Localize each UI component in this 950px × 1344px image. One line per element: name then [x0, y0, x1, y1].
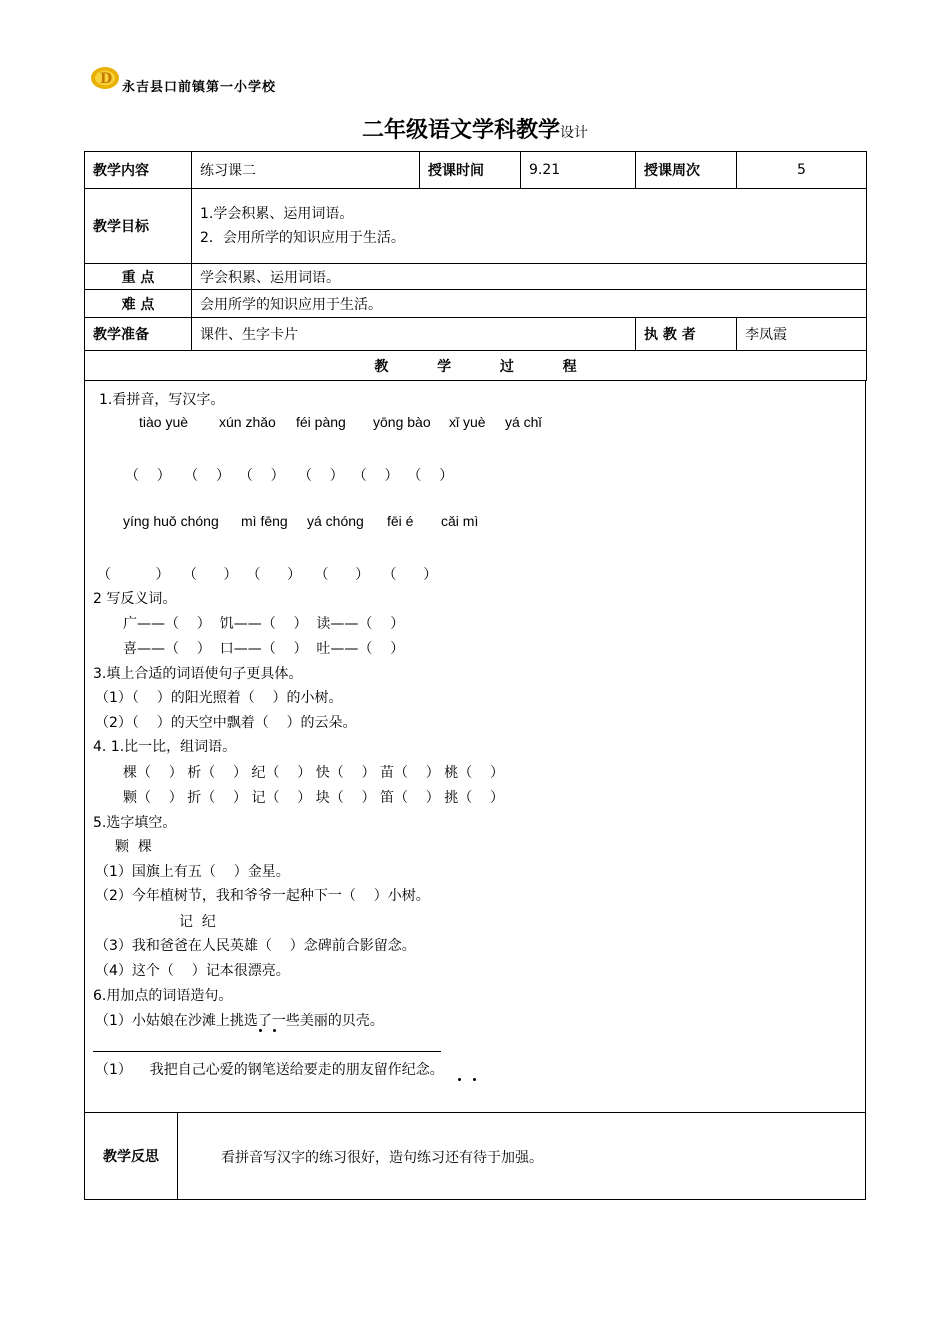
pinyin-item: cǎi mì: [441, 513, 479, 529]
q4-row1: 棵（ ） 析（ ） 纪（ ） 快（ ） 苗（ ） 桃（ ）: [123, 765, 505, 781]
q5-2: （2）今年植树节，我和爷爷一起种下一（ ）小树。: [95, 888, 430, 904]
q6-1: （1）小姑娘在沙滩上挑选了一些美丽的贝壳。: [95, 1013, 384, 1029]
week-value: 5: [737, 152, 867, 189]
q3-2: （2）（ ）的天空中飘着（ ）的云朵。: [95, 715, 357, 731]
q4-row2: 颗（ ） 折（ ） 记（ ） 块（ ） 笛（ ） 挑（ ）: [123, 790, 505, 806]
diff-label: 难 点: [85, 290, 192, 318]
pinyin-item: xǐ yuè: [449, 414, 486, 430]
q6-2: （1） 我把自己心爱的钢笔送给要走的朋友留作纪念。: [95, 1062, 444, 1078]
prep-label: 教学准备: [85, 318, 192, 351]
q4-title: 4. 1.比一比，组词语。: [93, 739, 237, 755]
q5-title: 5.选字填空。: [93, 815, 177, 831]
pinyin-item: yá chóng: [307, 513, 364, 529]
goal-2: 2．会用所学的知识应用于生活。: [200, 230, 405, 246]
teacher-value: 李凤霞: [737, 318, 867, 351]
emphasis-dot: [458, 1078, 461, 1081]
q3-title: 3.填上合适的词语使句子更具体。: [93, 666, 303, 682]
pinyin-item: tiào yuè: [139, 414, 189, 430]
pinyin-item: yá chǐ: [505, 414, 542, 430]
content-value: 练习课二: [192, 152, 420, 189]
svg-text:D: D: [100, 71, 113, 87]
q5-pair2: 记 纪: [179, 914, 216, 930]
pinyin-item: féi pàng: [296, 414, 346, 430]
info-table: [84, 151, 867, 381]
pinyin-item: fēi é: [387, 513, 414, 529]
q6-title: 6.用加点的词语造句。: [93, 988, 233, 1004]
page-title: 二年级语文学科教学设计: [361, 118, 588, 143]
teacher-label: 执 教 者: [636, 318, 737, 351]
time-value: 9.21: [521, 152, 636, 189]
prep-value: 课件、生字卡片: [192, 318, 636, 351]
goal-1: 1.学会积累、运用词语。: [200, 206, 354, 222]
goal-label: 教学目标: [85, 189, 192, 264]
pinyin-item: yōng bào: [373, 414, 431, 430]
q5-1: （1）国旗上有五（ ）金星。: [95, 864, 290, 880]
pinyin-item: yíng huǒ chóng: [123, 513, 219, 529]
school-name: 永吉县口前镇第一小学校: [122, 80, 277, 95]
q2-row2: 喜——（ ） 口——（ ） 吐——（ ）: [123, 641, 405, 657]
pinyin-item: mì fēng: [241, 513, 288, 529]
emphasis-dot: [259, 1029, 262, 1032]
week-label: 授课周次: [636, 152, 737, 189]
q2-row1: 广——（ ） 饥——（ ） 读——（ ）: [123, 616, 405, 632]
q1-blanks-row2: （ ） （ ） （ ） （ ） （ ）: [97, 567, 438, 583]
q5-4: （4）这个（ ）记本很漂亮。: [95, 963, 290, 979]
content-label: 教学内容: [85, 152, 192, 189]
process-label: 教 学 过 程: [85, 351, 867, 381]
diff-value: 会用所学的知识应用于生活。: [192, 290, 867, 318]
q3-1: （1）（ ）的阳光照着（ ）的小树。: [95, 690, 343, 706]
q5-3: （3）我和爸爸在人民英雄（ ）念碑前合影留念。: [95, 938, 416, 954]
q1-title: 1.看拼音，写汉字。: [99, 392, 225, 408]
key-label: 重 点: [85, 264, 192, 290]
key-value: 学会积累、运用词语。: [192, 264, 867, 290]
reflection-text: 看拼音写汉字的练习很好，造句练习还有待于加强。: [221, 1150, 543, 1166]
emphasis-dot: [273, 1029, 276, 1032]
reflection-label: 教学反思: [85, 1113, 178, 1199]
reflection-row: [84, 1112, 866, 1200]
q1-blanks-row1: （ ） （ ） （ ） （ ） （ ） （ ）: [125, 468, 454, 484]
q2-title: 2 写反义词。: [93, 591, 177, 607]
process-body: [84, 381, 866, 1113]
time-label: 授课时间: [420, 152, 521, 189]
goal-value: [192, 189, 867, 264]
pinyin-item: xún zhǎo: [219, 414, 276, 430]
school-logo: [90, 66, 120, 90]
emphasis-dot: [473, 1078, 476, 1081]
answer-line: [93, 1051, 441, 1052]
q5-pair1: 颗 棵: [115, 839, 152, 855]
